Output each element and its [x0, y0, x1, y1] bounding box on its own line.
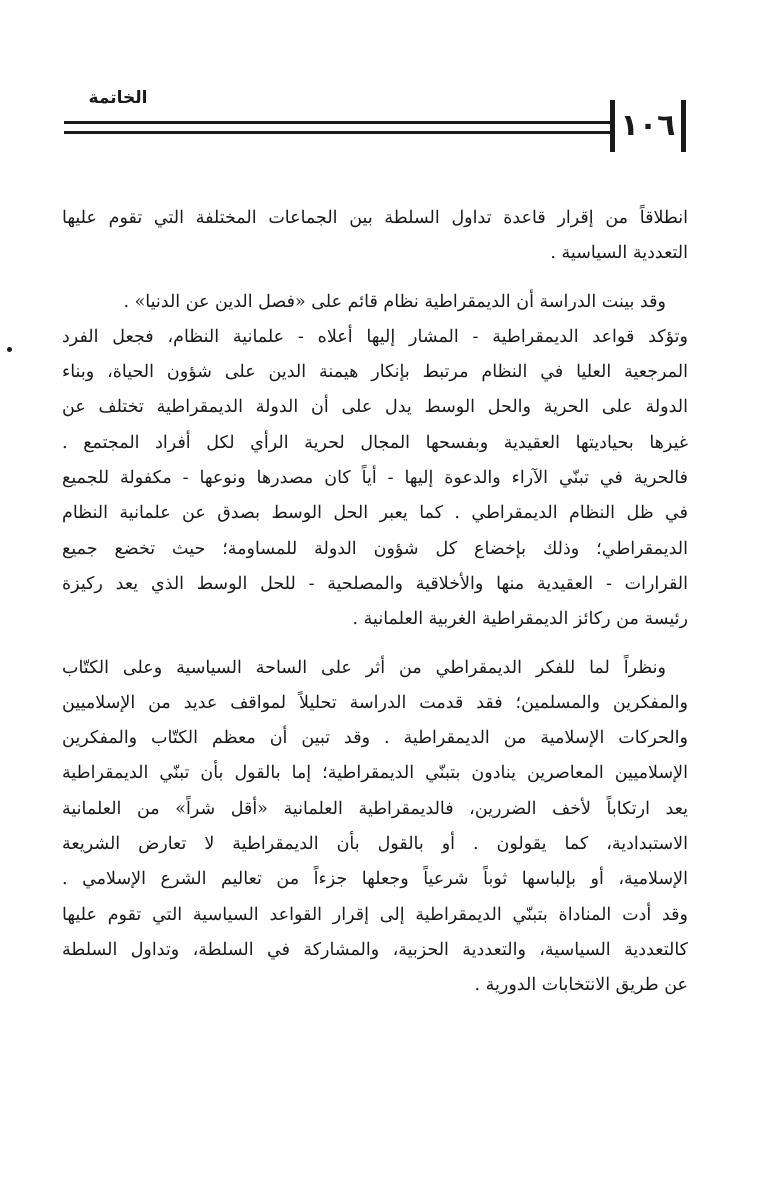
paragraph-spacer [62, 272, 688, 285]
header-rule-top [64, 121, 610, 124]
body-text [62, 201, 688, 1004]
page-header [0, 0, 765, 180]
page-number-box [610, 100, 686, 152]
text-line: وتؤكد قواعد الديمقراطية - المشار إليها أعلاه - علمانية النظام، فجعل الفرد [62, 326, 688, 347]
text-line: في ظل النظام الديمقراطي . كما يعبر الحل الوسط بصدق عن علمانية النظام [62, 503, 688, 524]
text-line: يعد ارتكاباً لأخف الضررين، فالديمقراطية العلمانية «أقل شراً» من العلمانية [62, 798, 688, 819]
chapter-title: الخاتمة [88, 88, 148, 108]
text-line: الاستبدادية، كما يقولون . أو بالقول بأن الديمقراطية لا تعارض الشريعة [62, 834, 688, 855]
paragraph-spacer [62, 638, 688, 651]
text-line: الإسلامية، أو بإلباسها ثوباً شرعياً وجعلها جزءاً من تعاليم الشرع الإسلامي . [62, 869, 688, 890]
paragraph [62, 285, 688, 638]
text-line: عن طريق الانتخابات الدورية . [474, 975, 688, 996]
text-line: وقد أدت المناداة بتبنّي الديمقراطية إلى إقرار القواعد السياسية التي تقوم عليها [62, 904, 688, 925]
text-line: الديمقراطي؛ وذلك بإخضاع كل شؤون الدولة للمساومة؛ حيث تخضع جميع [62, 538, 688, 559]
text-line: الإسلاميين المعاصرين ينادون بتبنّي الديمقراطية؛ إما بالقول بأن تبنّي الديمقراطية [62, 763, 688, 784]
text-line: الدولة على الحرية والحل الوسط يدل على أن الدولة الديمقراطية تختلف عن [62, 397, 688, 418]
text-line: وقد بينت الدراسة أن الديمقراطية نظام قائم على «فصل الدين عن الدنيا» . [123, 291, 666, 312]
text-line: غيرها بحياديتها العقيدية وبفسحها المجال لحرية الرأي لكل أفراد المجتمع . [62, 432, 688, 453]
page-number: ١٠٦ [620, 108, 676, 143]
text-line: ونظراً لما للفكر الديمقراطي من أثر على الساحة السياسية وعلى الكتّاب [62, 657, 666, 678]
text-line: كالتعددية السياسية، والتعددية الحزبية، والمشاركة في السلطة، وتداول السلطة [62, 939, 688, 960]
text-line: انطلاقاً من إقرار قاعدة تداول السلطة بين الجماعات المختلفة التي تقوم عليها [62, 208, 688, 228]
text-line: والحركات الإسلامية من الديمقراطية . وقد تبين أن معظم الكتّاب والمفكرين [62, 728, 688, 749]
text-line: القرارات - العقيدية منها والأخلاقية والمصلحية - للحل الوسط الذي يعد ركيزة [62, 573, 688, 594]
header-rule-bottom [64, 131, 610, 134]
text-line: التعددية السياسية . [550, 243, 688, 264]
text-line: والمفكرين والمسلمين؛ فقد قدمت الدراسة تحليلاً لمواقف عديد من الإسلاميين [62, 692, 688, 713]
text-line: رئيسة من ركائز الديمقراطية الغربية العلمانية . [352, 609, 688, 630]
paragraph [62, 201, 688, 272]
text-line: فالحرية في تبنّي الآراء والدعوة إليها - أياً كان مصدرها ونوعها - مكفولة للجميع [62, 468, 688, 489]
paragraph [62, 651, 688, 1004]
margin-mark [7, 347, 12, 352]
text-line: المرجعية العليا في النظام مرتبط بإنكار هيمنة الدين على شؤون الحياة، وبناء [62, 362, 688, 383]
